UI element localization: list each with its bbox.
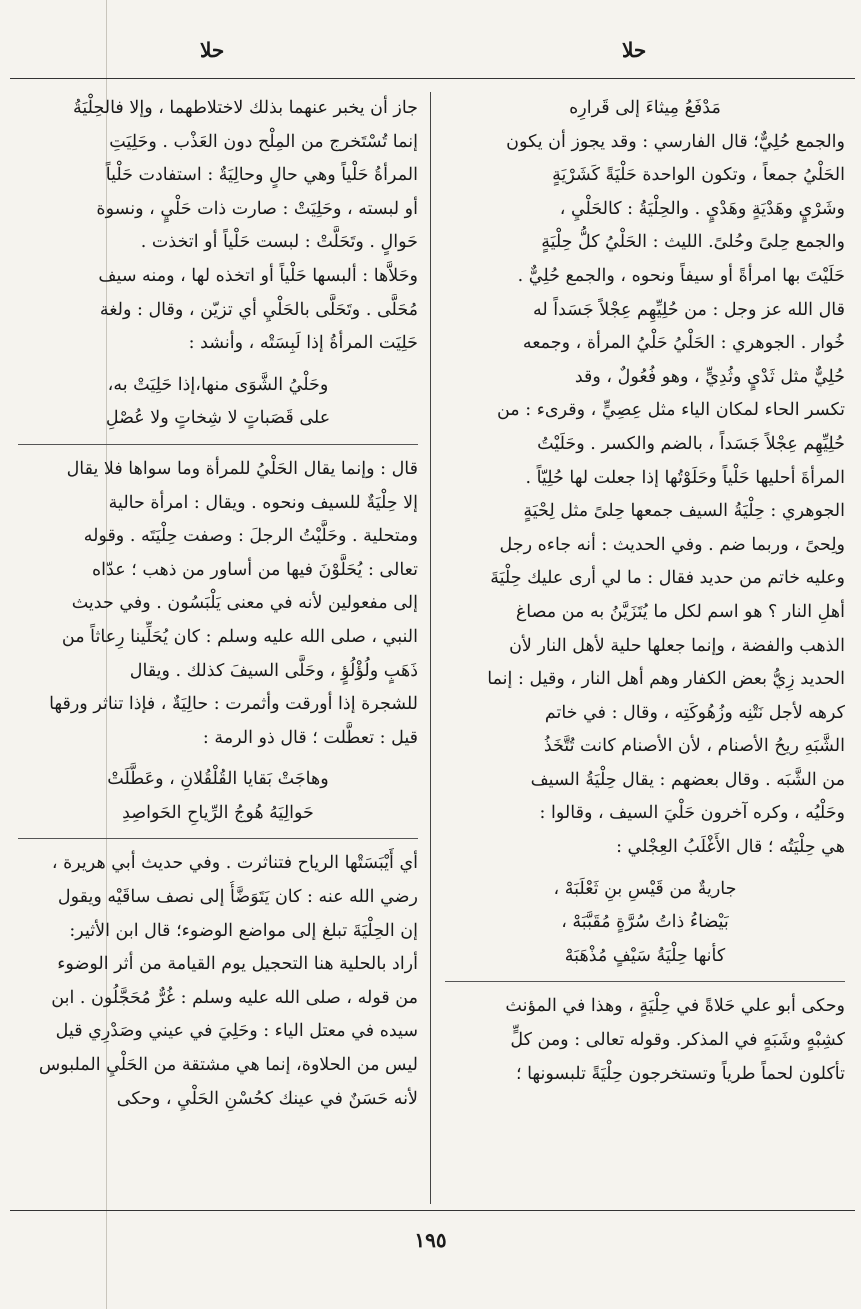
page-number: ١٩٥: [414, 1228, 447, 1252]
text-line: سيده في معتل الياء : وحَلِيَ في عيني وصَدْرِي قيل: [55, 1021, 418, 1042]
text-line: جاز أن يخبر عنهما بذلك لاختلاطهما ، وإلا فالحِلْيَةُ: [73, 98, 418, 118]
right-verse-block: [445, 873, 845, 974]
text-line: والجمع حُلِيٌّ؛ قال الفارسي : وقد يجوز أن يكون: [506, 131, 845, 152]
text-line: وحَلْيُه ، وكره آخرون حَلْيَ السيف ، وقالوا :: [539, 803, 845, 824]
footer-rule: [10, 1210, 855, 1211]
text-line: حُلِيٌّ مثل ثَدْيٍ وثُدِيٍّ ، وهو فُعُولٌ ، وقد: [574, 366, 845, 387]
text-line: والجمع حِلىً وحُلىً. الليث : الحَلْيُ كلُّ حِلْيَةٍ: [541, 232, 845, 253]
left-text-column: [18, 92, 418, 1204]
text-line: ومتحلية . وحَلَّيْتُ الرجلَ : وصفت حِلْيَتَه . وقوله: [83, 526, 418, 547]
text-line: النبي ، صلى الله عليه وسلم : كان يُحَلِّينا رِعاثاً من: [61, 626, 418, 647]
text-line: كشِبْهٍ وشَبَهٍ في المذكر. وقوله تعالى : ومن كلٍّ: [510, 1030, 845, 1051]
verse-line: على قَصَباتٍ لا شِخاتٍ ولا عُصْلِ: [105, 408, 331, 429]
text-line: حَوالٍ . وتَحَلَّتْ : لبست حَلْياً أو اتخذت .: [140, 232, 418, 253]
text-line: إلا حِلْيَةٌ للسيف ونحوه . ويقال : امرأة حالية: [108, 492, 418, 513]
left-block-c: [18, 847, 418, 1116]
text-line: إلى مفعولين لأنه في معنى يَلْبَسُون . وفي حديث: [71, 593, 418, 614]
text-line: قال الله عز وجل : من حُلِيِّهِم عِجْلاً جَسَداً له: [532, 299, 845, 320]
column-divider: [430, 92, 431, 1204]
text-line: مُحَلًّى . وتَحَلَّى بالحَلْيِ أي تزيّن ، وقال : ولغة: [99, 299, 418, 320]
right-block-b: [445, 990, 845, 1091]
text-line: وشَرْيٍ وهَدْيَةٍ وهَدْيٍ . والحِلْيَةُ : كالحَلْيِ ،: [559, 198, 845, 219]
text-line: إن الحِلْيَةَ تبلغ إلى مواضع الوضوء؛ قال ابن الأثير:: [69, 920, 418, 941]
paragraph-rule: [18, 444, 418, 445]
verse-line: حَوالِيَهُ هُوجُ الرِّياحِ الحَواصِدِ: [122, 802, 314, 823]
text-line: الجوهري : حِلْيَةُ السيف جمعها حِلىً مثل لِحْيَةٍ: [523, 501, 845, 522]
verse-line: وحَلْيُ الشَّوَى منها،إذا حَلِيَتْ به،: [107, 374, 329, 395]
text-line: حَلِيَت المرأةُ إذا لَبِسَتْه ، وأنشد :: [188, 333, 418, 354]
text-line: الحَلْيُ جمعاً ، وتكون الواحدة حَلْيَةً كَشَرْيَةٍ: [552, 165, 845, 186]
text-line: ذَهَبٍ ولُؤْلُؤٍ ، وحَلَّى السيفَ كذلك . ويقال: [129, 660, 418, 681]
text-line: الشَّبَهِ ريحُ الأصنام ، لأن الأصنام كانت تُتَّخَذُ: [543, 736, 845, 757]
text-line: تكسر الحاء لمكان الياء مثل عِصِيٍّ ، وقرىء : من: [496, 400, 845, 421]
running-header-left: حلا: [200, 38, 225, 62]
text-line: أهلِ النار ؟ هو اسم لكل ما يُتَزَيَّنُ به من مصاغ: [515, 601, 845, 622]
text-line: مَدْفَعُ مِيثاءَ إلى قَرارِه: [569, 98, 721, 118]
text-line: أراد بالحلية هنا التحجيل يوم القيامة من أثر الوضوء: [57, 954, 418, 975]
paragraph-rule: [18, 838, 418, 839]
text-line: من الشَّبَه . وقال بعضهم : يقال حِلْيَةُ السيف: [530, 769, 845, 790]
right-text-column: [445, 92, 845, 1204]
text-line: حُلِيِّهِم عِجْلاً جَسَداً ، بالضم والكسر . وحَلَيْتُ: [537, 433, 845, 454]
text-line: خُوار . الجوهري : الحَلْيُ حَلْيُ المرأة ، وجمعه: [522, 333, 845, 354]
text-line: كرهه لأجل نَتْنِه وزُهُوكَتِه ، وقال : في خاتم: [544, 702, 845, 723]
text-line: لأنه حَسَنٌ في عينك كحُسْنِ الحَلْيِ ، وحكى: [116, 1088, 418, 1109]
text-line: تأكلون لحماً طرياً وتستخرجون حِلْيَةً تلبسونها ؛: [515, 1063, 845, 1084]
right-block-a: [445, 92, 845, 865]
verse-line: كأنها حِلْيَةُ سَيْفٍ مُذْهَبَهْ: [564, 945, 726, 966]
text-line: للشجرة إذا أورقت وأثمرت : حالِيَةٌ ، فإذا تناثر ورقها: [49, 694, 418, 715]
text-line: وحَلاَّها : ألبسها حَلْياً أو اتخذه لها ، ومنه سيف: [98, 265, 418, 286]
text-line: ليس من الحلاوة، إنما هي مشتقة من الحَلْيِ الملبوس: [38, 1055, 418, 1076]
text-line: ولِحىً ، وربما ضم . وفي الحديث : أنه جاءه رجل: [499, 534, 845, 555]
text-line: قال : وإنما يقال الحَلْيُ للمرأة وما سواها فلا يقال: [66, 458, 418, 479]
text-line: إنما تُسْتَخرج من المِلْح دون العَذْب . وحَلِيَتِ: [109, 131, 418, 152]
text-line: من قوله ، صلى الله عليه وسلم : غُرٌّ مُحَجَّلُون . ابن: [51, 987, 418, 1008]
verse-line: وهاجَتْ بَقايا القُلْقُلانِ ، وعَطَّلَتْ: [107, 769, 329, 790]
text-line: الذهب والفضة ، وإنما جعلها حلية لأهل النار لأن: [509, 635, 845, 656]
text-line: أو لبسته ، وحَلِيَتْ : صارت ذات حَلْيٍ ، ونسوة: [96, 198, 418, 219]
verse-line: بَيْضاءُ ذاتُ سُرَّةٍ مُقَبَّبَهْ ،: [561, 912, 729, 933]
text-line: أي أَيْبَسَتْها الرياح فتناثرت . وفي حديث أبي هريرة ،: [51, 853, 418, 874]
text-line: قيل : تعطَّلت ؛ قال ذو الرمة :: [202, 727, 418, 748]
text-line: رضي الله عنه : كان يَتَوَضَّأُ إلى نصف ساقَيْه ويقول: [57, 887, 418, 908]
left-verse-block-1: [18, 369, 418, 436]
left-verse-block-2: [18, 763, 418, 830]
text-line: حَلَيْتَ بها امرأةً أو سيفاً ونحوه ، والجمع حُلِيٌّ .: [517, 265, 845, 286]
running-header-right: حلا: [622, 38, 647, 62]
header-rule: [10, 78, 855, 79]
verse-line: جاريةٌ من قَيْسِ بنِ ثَعْلَبَهْ ،: [553, 878, 737, 899]
text-line: تعالى : يُحَلَّوْنَ فيها من أساور من ذهب ؛ عدّاه: [92, 559, 418, 580]
left-block-a: [18, 92, 418, 361]
text-line: المرأةُ حَلْياً وهي حالٍ وحالِيَةٌ : استفادت حَلْياً: [105, 165, 418, 186]
text-line: وحكى أبو علي حَلاةً في حِلْيَةٍ ، وهذا في المؤنث: [505, 996, 845, 1017]
left-block-b: [18, 453, 418, 755]
paragraph-rule: [445, 981, 845, 982]
text-line: هي حِلْيَتُه ؛ قال الأَغْلَبُ العِجْلي :: [616, 837, 845, 858]
text-line: المرأةَ أحليها حَلْياً وحَلَوْتُها إذا جعلت لها حُلِيّاً .: [525, 467, 845, 488]
text-line: الحديد زِيُّ بعض الكفار وهم أهل النار ، وقيل : إنما: [487, 669, 845, 690]
text-line: وعليه خاتم من حديد فقال : ما لي أرى عليك حِلْيَةَ: [490, 568, 845, 589]
